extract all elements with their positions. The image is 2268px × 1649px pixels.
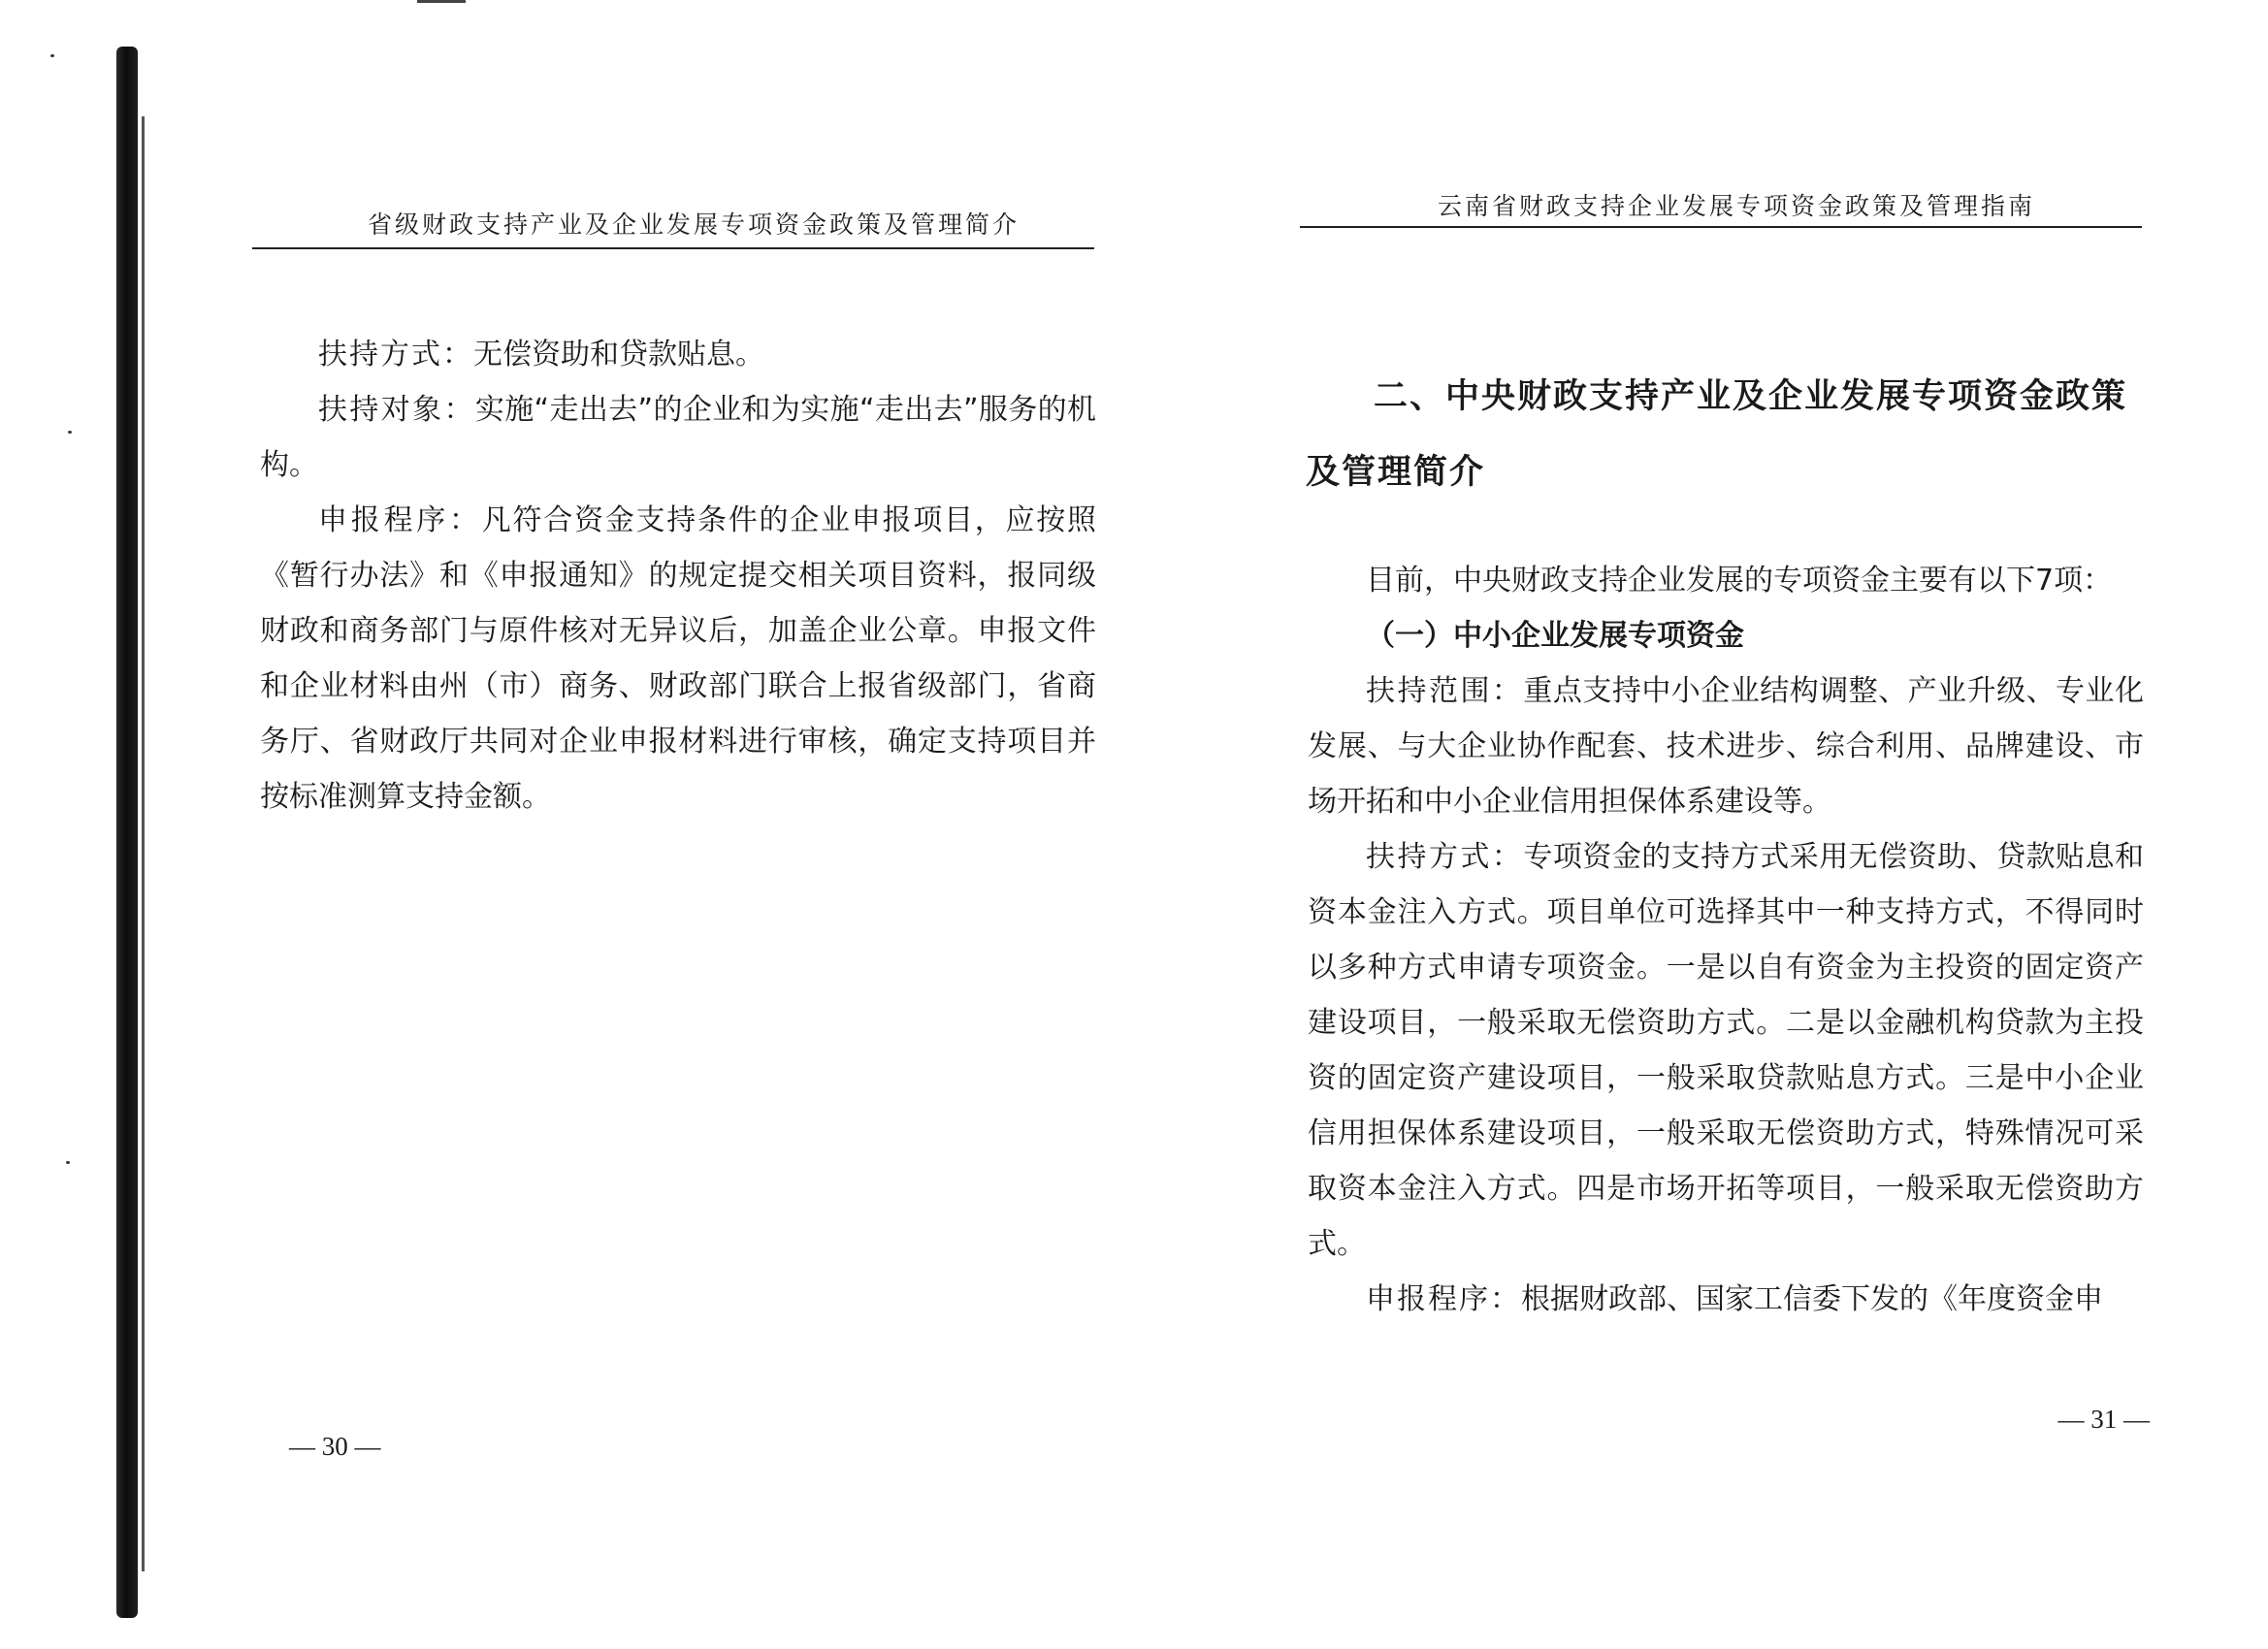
left-page [252, 0, 1106, 1649]
paragraph-support-method [260, 327, 1096, 382]
intro-paragraph: 目前，中央财政支持企业发展的专项资金主要有以下7项： [1366, 564, 2113, 598]
header-rule [252, 247, 1094, 249]
paragraph-lead: 扶持方式： [318, 338, 473, 372]
paragraph-lead: 扶持方式： [1366, 840, 1524, 874]
section-title: 二、中央财政支持产业及企业发展专项资金政策及管理简介 [1306, 377, 2128, 492]
paragraph-support-target [260, 382, 1096, 493]
body-text [260, 327, 1096, 824]
paragraph-lead: 扶持范围： [1366, 674, 1524, 708]
page-number: — 30 — [289, 1432, 381, 1461]
paragraph-application-procedure [260, 493, 1096, 824]
paragraph-lead: 申报程序： [318, 503, 482, 537]
subsection-heading: （一）中小企业发展专项资金 [1366, 619, 1744, 653]
paragraph-text: 专项资金的支持方式采用无偿资助、贷款贴息和资本金注入方式。项目单位可选择其中一种支持方式，不得同时以多种方式申请专项资金。一是以自有资金为主投资的固定资产建设项目，一般采取无偿资助方式。二是以金融机构贷款为主投资的固定资产建设项目，一般采取贷款贴息方式。三是中小企业信用担保体系建设项目，一般采取无偿资助方式，特殊情况可采取资本金注入方式。四是市场开拓等项目，一般采取无偿资助方式。 [1308, 840, 2145, 1261]
body-text [1308, 553, 2144, 1327]
paragraph-support-scope [1308, 663, 2144, 829]
paragraph-text: 无偿资助和贷款贴息。 [473, 338, 764, 372]
book-spine-shadow [116, 47, 138, 1618]
header-rule [1300, 226, 2142, 228]
scan-speck [68, 431, 72, 434]
scan-speck [50, 54, 54, 57]
paragraph-lead: 申报程序： [1366, 1282, 1521, 1316]
paragraph-application-procedure [1308, 1272, 2144, 1327]
paragraph-text: 实施“走出去”的企业和为实施“走出去”服务的机构。 [260, 393, 1097, 482]
running-head: 云南省财政支持企业发展专项资金政策及管理指南 [1437, 192, 2035, 220]
book-spine-edge [142, 116, 145, 1571]
scan-speck [66, 1161, 70, 1164]
right-page [1300, 0, 2154, 1649]
paragraph-text: 重点支持中小企业结构调整、产业升级、专业化发展、与大企业协作配套、技术进步、综合利用、品牌建设、市场开拓和中小企业信用担保体系建设等。 [1308, 674, 2145, 819]
paragraph-text: 根据财政部、国家工信委下发的《年度资金申 [1521, 1282, 2103, 1316]
running-head: 省级财政支持产业及企业发展专项资金政策及管理简介 [367, 210, 1020, 239]
paragraph-text: 凡符合资金支持条件的企业申报项目，应按照《暂行办法》和《申报通知》的规定提交相关项目资料，报同级财政和商务部门与原件核对无异议后，加盖企业公章。申报文件和企业材料由州（市）商务、财政部门联合上报省级部门，省商务厅、省财政厅共同对企业申报材料进行审核，确定支持项目并按标准测算支持金额。 [260, 503, 1096, 814]
page-number: — 31 — [2057, 1405, 2150, 1434]
paragraph-lead: 扶持对象： [318, 393, 475, 427]
paragraph-support-method [1308, 829, 2144, 1272]
